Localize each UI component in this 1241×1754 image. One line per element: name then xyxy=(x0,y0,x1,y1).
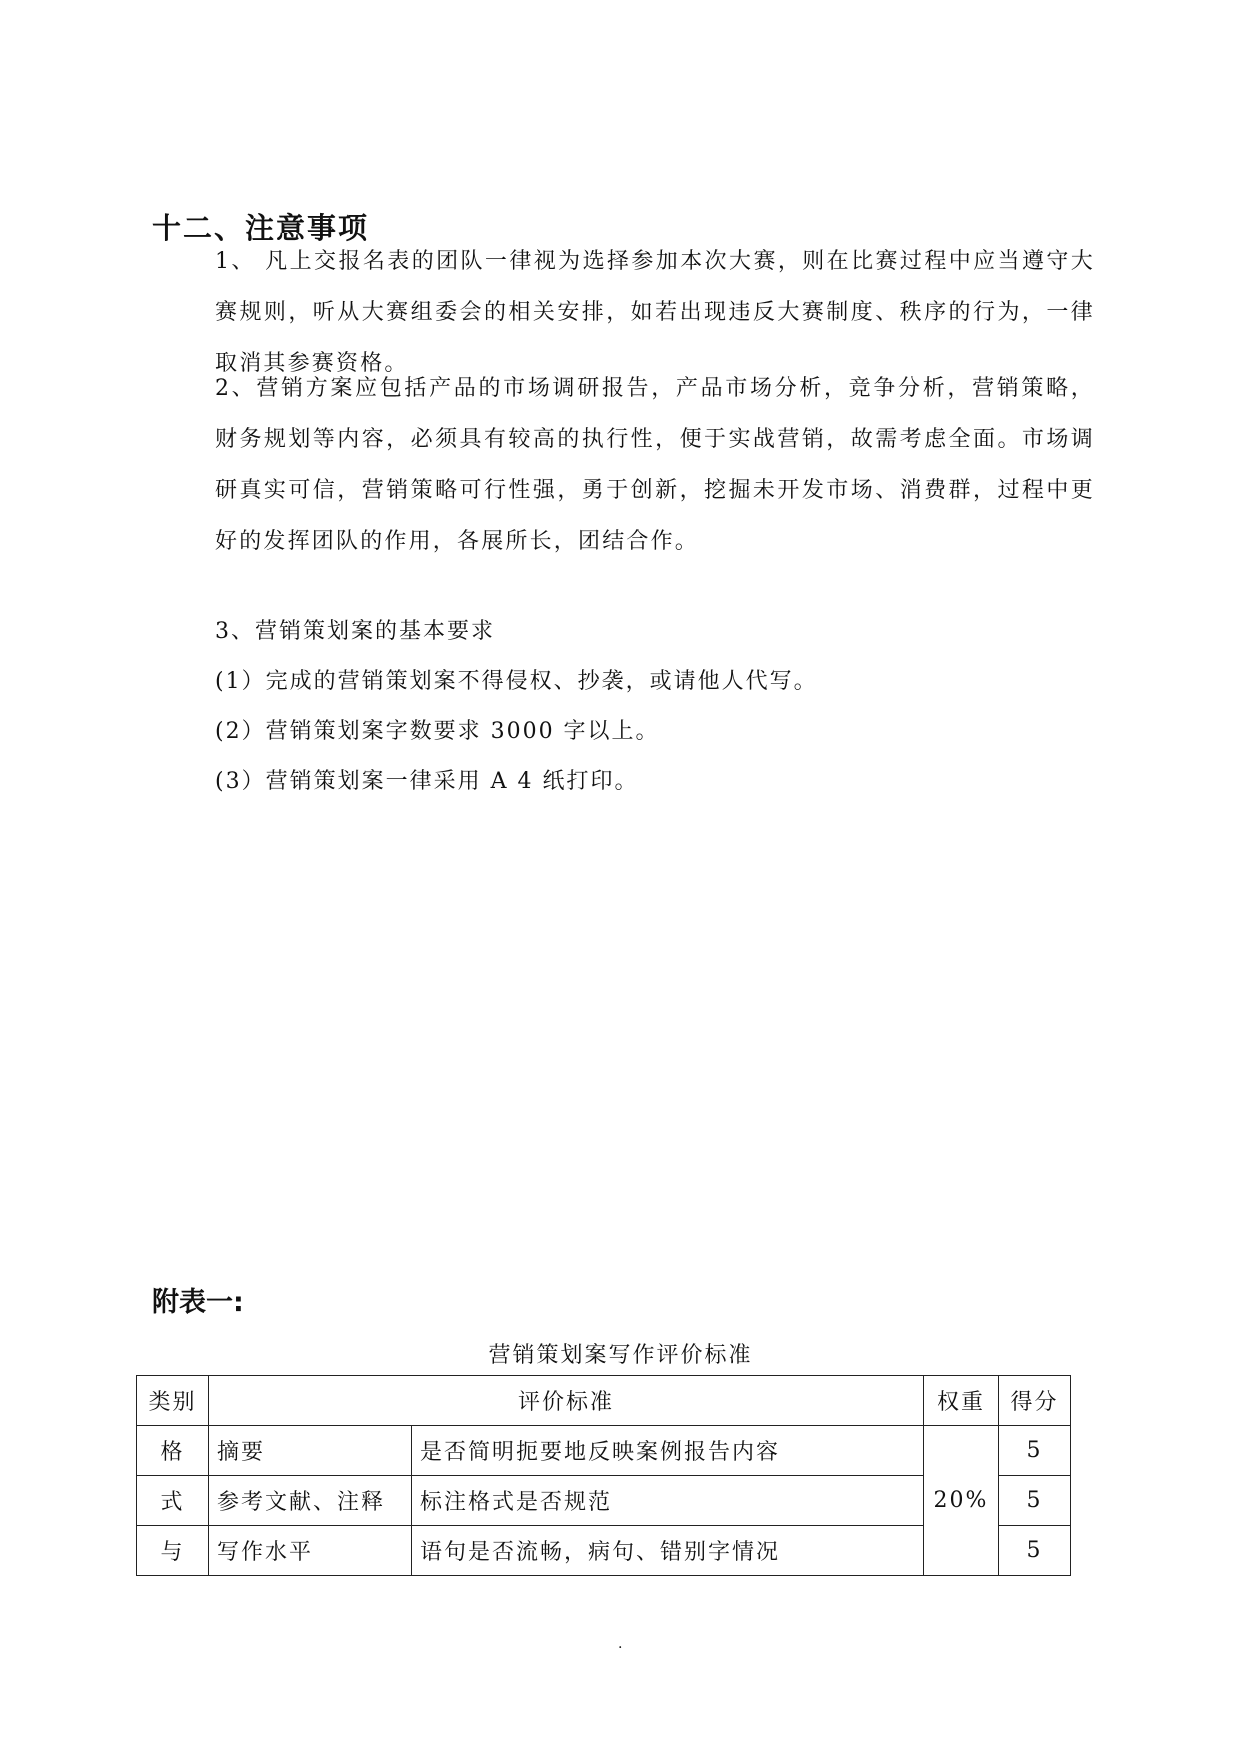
header-category: 类别 xyxy=(137,1376,209,1426)
score-cell: 5 xyxy=(999,1476,1071,1526)
category-cell: 与 xyxy=(137,1526,209,1576)
requirement-2: (2）营销策划案字数要求 3000 字以上。 xyxy=(215,719,660,744)
paragraph-2: 2、营销方案应包括产品的市场调研报告，产品市场分析，竞争分析，营销策略，财务规划等内容，必须具有较高的执行性，便于实战营销，故需考虑全面。市场调研真实可信，营销策略可行性强，勇于创新，挖掘未开发市场、消费群，过程中更好的发挥团队的作用，各展所长，团结合作。 xyxy=(215,376,1095,554)
item-cell: 摘要 xyxy=(209,1426,412,1476)
paragraph-1: 1、 凡上交报名表的团队一律视为选择参加本次大赛，则在比赛过程中应当遵守大赛规则，听从大赛组委会的相关安排，如若出现违反大赛制度、秩序的行为，一律取消其参赛资格。 xyxy=(215,249,1095,376)
table-title: 营销策划案写作评价标准 xyxy=(488,1343,753,1368)
item-cell: 写作水平 xyxy=(209,1526,412,1576)
requirement-3: (3）营销策划案一律采用 A 4 纸打印。 xyxy=(215,769,639,794)
header-score: 得分 xyxy=(999,1376,1071,1426)
evaluation-table xyxy=(136,1375,1071,1576)
requirements-heading: 3、营销策划案的基本要求 xyxy=(215,619,495,644)
weight-cell: 20% xyxy=(924,1426,999,1576)
table-header-row xyxy=(137,1376,1071,1426)
table-row xyxy=(137,1426,1071,1476)
category-cell: 格 xyxy=(137,1426,209,1476)
score-cell: 5 xyxy=(999,1426,1071,1476)
item-cell: 参考文献、注释 xyxy=(209,1476,412,1526)
requirement-1: (1）完成的营销策划案不得侵权、抄袭，或请他人代写。 xyxy=(215,669,818,694)
page-footer-mark: . xyxy=(618,1636,623,1652)
criterion-cell: 标注格式是否规范 xyxy=(412,1476,924,1526)
section-heading: 十二、注意事项 xyxy=(152,211,370,245)
header-weight: 权重 xyxy=(924,1376,999,1426)
appendix-heading: 附表一: xyxy=(152,1287,244,1318)
header-criteria: 评价标准 xyxy=(209,1376,924,1426)
criterion-cell: 语句是否流畅，病句、错别字情况 xyxy=(412,1526,924,1576)
criterion-cell: 是否简明扼要地反映案例报告内容 xyxy=(412,1426,924,1476)
category-cell: 式 xyxy=(137,1476,209,1526)
score-cell: 5 xyxy=(999,1526,1071,1576)
